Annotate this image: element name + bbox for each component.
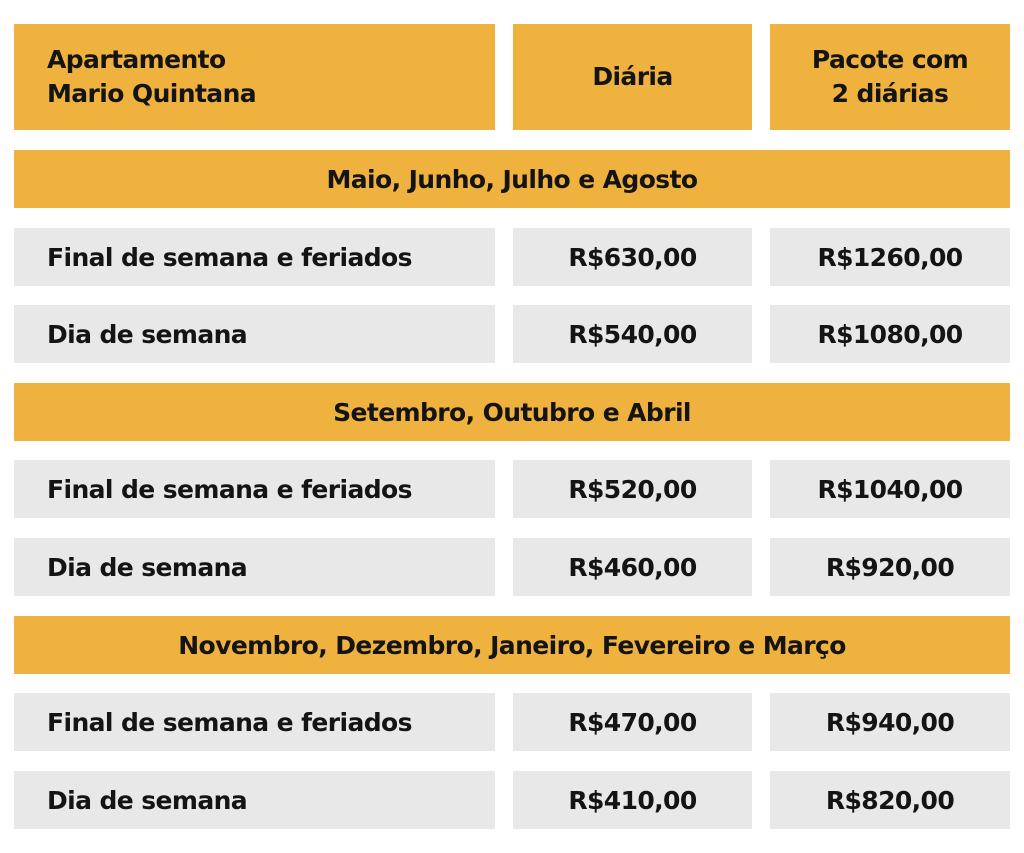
- package-price: R$940,00: [825, 707, 955, 737]
- row-label-cell: [14, 460, 495, 518]
- section-title-bar: [14, 383, 1010, 441]
- row-label-cell: [14, 693, 495, 751]
- daily-price: R$540,00: [568, 319, 697, 349]
- section-title: Novembro, Dezembro, Janeiro, Fevereiro e Março: [178, 630, 846, 660]
- row-label-cell: [14, 771, 495, 829]
- daily-price-cell: [513, 228, 752, 286]
- header-daily-cell: [513, 24, 752, 130]
- row-label: Dia de semana: [47, 785, 248, 815]
- row-label: Dia de semana: [47, 319, 248, 349]
- daily-price: R$410,00: [568, 785, 697, 815]
- section-title-bar: [14, 616, 1010, 674]
- row-label-cell: [14, 305, 495, 363]
- package-price: R$1040,00: [817, 474, 963, 504]
- header-daily-label: Diária: [592, 62, 673, 91]
- package-price-cell: [770, 693, 1010, 751]
- daily-price-cell: [513, 771, 752, 829]
- package-price: R$920,00: [825, 552, 955, 582]
- package-price-cell: [770, 771, 1010, 829]
- package-price: R$820,00: [825, 785, 955, 815]
- daily-price: R$460,00: [568, 552, 697, 582]
- daily-price: R$520,00: [568, 474, 697, 504]
- header-package-cell: [770, 24, 1010, 130]
- section-title: Maio, Junho, Julho e Agosto: [326, 164, 698, 194]
- header-package-label: Pacote com 2 diárias: [811, 45, 969, 108]
- daily-price-cell: [513, 693, 752, 751]
- package-price-cell: [770, 305, 1010, 363]
- package-price: R$1260,00: [817, 242, 963, 272]
- package-price-cell: [770, 460, 1010, 518]
- daily-price-cell: [513, 460, 752, 518]
- package-price: R$1080,00: [817, 319, 963, 349]
- row-label: Final de semana e feriados: [47, 242, 412, 272]
- daily-price-cell: [513, 538, 752, 596]
- row-label: Final de semana e feriados: [47, 474, 412, 504]
- daily-price-cell: [513, 305, 752, 363]
- row-label: Final de semana e feriados: [47, 707, 412, 737]
- row-label: Dia de semana: [47, 552, 248, 582]
- header-apartment-cell: [14, 24, 495, 130]
- header-apartment-label: Apartamento Mario Quintana: [47, 45, 257, 108]
- package-price-cell: [770, 228, 1010, 286]
- section-title-bar: [14, 150, 1010, 208]
- row-label-cell: [14, 538, 495, 596]
- section-title: Setembro, Outubro e Abril: [333, 397, 691, 427]
- package-price-cell: [770, 538, 1010, 596]
- row-label-cell: [14, 228, 495, 286]
- daily-price: R$630,00: [568, 242, 697, 272]
- daily-price: R$470,00: [568, 707, 697, 737]
